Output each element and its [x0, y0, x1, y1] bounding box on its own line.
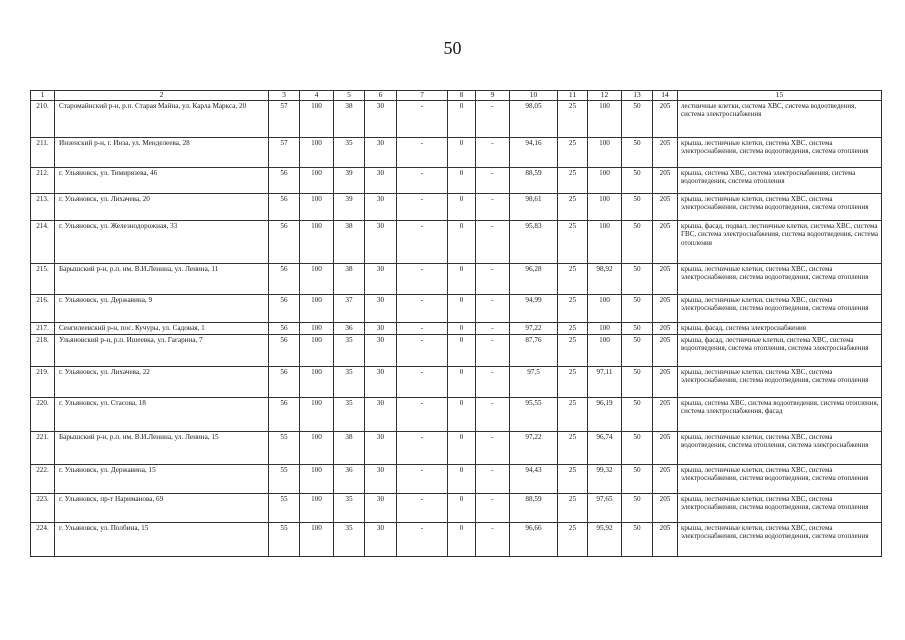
cell-c9: -	[476, 366, 510, 397]
cell-c11: 25	[558, 397, 588, 431]
cell-c5: 38	[334, 264, 365, 295]
cell-addr: г. Ульяновск, ул. Полбина, 15	[55, 522, 269, 556]
cell-c10: 88,59	[510, 493, 558, 522]
cell-c5: 35	[334, 366, 365, 397]
cell-c9: -	[476, 138, 510, 168]
header-cell-12: 12	[588, 91, 622, 101]
cell-c8: 0	[448, 334, 476, 366]
cell-c4: 100	[300, 431, 334, 464]
cell-no: 214.	[31, 221, 55, 264]
header-cell-1: 1	[31, 91, 55, 101]
cell-c9: -	[476, 194, 510, 221]
cell-c3: 56	[269, 221, 300, 264]
cell-c5: 39	[334, 194, 365, 221]
cell-c14: 205	[653, 101, 678, 138]
cell-addr: г. Ульяновск, ул. Железнодорожная, 33	[55, 221, 269, 264]
cell-c3: 55	[269, 522, 300, 556]
cell-c4: 100	[300, 493, 334, 522]
cell-c13: 50	[622, 138, 653, 168]
cell-c4: 100	[300, 397, 334, 431]
cell-c8: 0	[448, 464, 476, 493]
cell-c12: 100	[588, 323, 622, 335]
cell-work: крыша, лестничные клетки, система ХВС, система электроснабжения, система водоотведения, система отопления	[678, 366, 882, 397]
table-row	[31, 264, 882, 295]
page-number: 50	[443, 38, 462, 58]
cell-c7: -	[397, 397, 448, 431]
cell-c8: 0	[448, 138, 476, 168]
cell-c5: 35	[334, 397, 365, 431]
cell-c7: -	[397, 168, 448, 194]
cell-c6: 30	[365, 464, 397, 493]
cell-c5: 38	[334, 101, 365, 138]
table-row	[31, 431, 882, 464]
table-row	[31, 493, 882, 522]
cell-c12: 97,65	[588, 493, 622, 522]
cell-c7: -	[397, 194, 448, 221]
cell-c5: 36	[334, 464, 365, 493]
cell-c8: 0	[448, 168, 476, 194]
cell-c10: 97,22	[510, 323, 558, 335]
cell-c4: 100	[300, 194, 334, 221]
cell-c14: 205	[653, 522, 678, 556]
cell-c3: 56	[269, 334, 300, 366]
cell-c9: -	[476, 295, 510, 323]
cell-c8: 0	[448, 194, 476, 221]
cell-c4: 100	[300, 295, 334, 323]
cell-c7: -	[397, 221, 448, 264]
table-row	[31, 194, 882, 221]
cell-c9: -	[476, 101, 510, 138]
cell-addr: г. Ульяновск, ул. Державина, 15	[55, 464, 269, 493]
cell-c5: 35	[334, 138, 365, 168]
table-row	[31, 334, 882, 366]
cell-c4: 100	[300, 334, 334, 366]
cell-work: крыша, лестничные клетки, система ХВС, система электроснабжения, система водоотведения, система отопления	[678, 264, 882, 295]
cell-c5: 35	[334, 334, 365, 366]
cell-c10: 98,05	[510, 101, 558, 138]
cell-c6: 30	[365, 221, 397, 264]
cell-c13: 50	[622, 334, 653, 366]
cell-c13: 50	[622, 397, 653, 431]
cell-c3: 57	[269, 138, 300, 168]
cell-c14: 205	[653, 431, 678, 464]
cell-c8: 0	[448, 295, 476, 323]
cell-no: 218.	[31, 334, 55, 366]
cell-c14: 205	[653, 366, 678, 397]
cell-c12: 100	[588, 138, 622, 168]
cell-c8: 0	[448, 264, 476, 295]
header-cell-15: 15	[678, 91, 882, 101]
table-row	[31, 221, 882, 264]
cell-c10: 87,76	[510, 334, 558, 366]
cell-c11: 25	[558, 295, 588, 323]
cell-work: крыша, система ХВС, система электроснабжения, система водоотведения, система отопления	[678, 168, 882, 194]
cell-c7: -	[397, 138, 448, 168]
cell-c9: -	[476, 397, 510, 431]
cell-c4: 100	[300, 264, 334, 295]
cell-c5: 35	[334, 493, 365, 522]
cell-c9: -	[476, 323, 510, 335]
cell-c10: 88,59	[510, 168, 558, 194]
cell-c13: 50	[622, 194, 653, 221]
cell-work: крыша, фасад, лестничные клетки, система ХВС, система водоотведения, система отопления, система электроснабжения	[678, 334, 882, 366]
cell-addr: г. Ульяновск, пр-т Нариманова, 69	[55, 493, 269, 522]
cell-c6: 30	[365, 168, 397, 194]
table-row	[31, 397, 882, 431]
cell-work: крыша, система ХВС, система водоотведения, система отопления, система электроснабжения, фасад	[678, 397, 882, 431]
cell-work: крыша, фасад, подвал, лестничные клетки, система ХВС, система ГВС, система электроснабжения, система водоотведения, система отопления	[678, 221, 882, 264]
cell-c9: -	[476, 493, 510, 522]
cell-addr: г. Ульяновск, ул. Стасова, 18	[55, 397, 269, 431]
cell-c13: 50	[622, 464, 653, 493]
cell-addr: Барышский р-н, р.п. им. В.И.Ленина, ул. Ленина, 15	[55, 431, 269, 464]
cell-c14: 205	[653, 264, 678, 295]
cell-c5: 38	[334, 431, 365, 464]
cell-addr: Сенгилеевский р-н, пос. Кучуры, ул. Садовая, 1	[55, 323, 269, 335]
cell-c14: 205	[653, 295, 678, 323]
cell-c8: 0	[448, 323, 476, 335]
cell-c13: 50	[622, 493, 653, 522]
cell-c5: 38	[334, 221, 365, 264]
cell-c4: 100	[300, 366, 334, 397]
cell-c7: -	[397, 295, 448, 323]
header-cell-13: 13	[622, 91, 653, 101]
table-row	[31, 522, 882, 556]
cell-c6: 30	[365, 138, 397, 168]
table-header-row	[31, 91, 882, 101]
cell-c10: 95,55	[510, 397, 558, 431]
cell-c9: -	[476, 431, 510, 464]
cell-c13: 50	[622, 323, 653, 335]
cell-c9: -	[476, 264, 510, 295]
cell-no: 216.	[31, 295, 55, 323]
cell-c4: 100	[300, 522, 334, 556]
header-cell-6: 6	[365, 91, 397, 101]
cell-c13: 50	[622, 431, 653, 464]
cell-c5: 36	[334, 323, 365, 335]
cell-c3: 56	[269, 295, 300, 323]
cell-addr: г. Ульяновск, ул. Тимирязева, 46	[55, 168, 269, 194]
cell-c6: 30	[365, 397, 397, 431]
table-row	[31, 323, 882, 335]
cell-work: лестничные клетки, система ХВС, система водоотведения, система электроснабжения	[678, 101, 882, 138]
cell-c14: 205	[653, 194, 678, 221]
cell-c10: 96,66	[510, 522, 558, 556]
cell-c11: 25	[558, 138, 588, 168]
cell-no: 217.	[31, 323, 55, 335]
table-row	[31, 168, 882, 194]
cell-no: 211.	[31, 138, 55, 168]
cell-c7: -	[397, 431, 448, 464]
header-cell-14: 14	[653, 91, 678, 101]
cell-work: крыша, лестничные клетки, система ХВС, система электроснабжения, система водоотведения, система отопления	[678, 295, 882, 323]
cell-c12: 100	[588, 101, 622, 138]
cell-c14: 205	[653, 221, 678, 264]
cell-c4: 100	[300, 323, 334, 335]
cell-c6: 30	[365, 334, 397, 366]
cell-c10: 98,61	[510, 194, 558, 221]
cell-c13: 50	[622, 522, 653, 556]
cell-addr: Старомайнский р-н, р.п. Старая Майна, ул. Карла Маркса, 20	[55, 101, 269, 138]
cell-c5: 37	[334, 295, 365, 323]
cell-c4: 100	[300, 464, 334, 493]
cell-c14: 205	[653, 334, 678, 366]
cell-c6: 30	[365, 101, 397, 138]
cell-c8: 0	[448, 366, 476, 397]
cell-c5: 39	[334, 168, 365, 194]
cell-work: крыша, фасад, система электроснабжения	[678, 323, 882, 335]
cell-c12: 98,92	[588, 264, 622, 295]
cell-c8: 0	[448, 101, 476, 138]
table-row	[31, 138, 882, 168]
cell-c11: 25	[558, 334, 588, 366]
cell-c8: 0	[448, 431, 476, 464]
cell-c11: 25	[558, 168, 588, 194]
cell-c13: 50	[622, 295, 653, 323]
cell-work: крыша, лестничные клетки, система ХВС, система электроснабжения, система водоотведения, система отопления	[678, 464, 882, 493]
cell-addr: Барышский р-н, р.п. им. В.И.Ленина, ул. Ленина, 11	[55, 264, 269, 295]
cell-c8: 0	[448, 221, 476, 264]
cell-c6: 30	[365, 431, 397, 464]
cell-c8: 0	[448, 397, 476, 431]
cell-c9: -	[476, 522, 510, 556]
cell-c12: 100	[588, 334, 622, 366]
header-cell-9: 9	[476, 91, 510, 101]
cell-c7: -	[397, 101, 448, 138]
cell-c12: 100	[588, 295, 622, 323]
cell-c14: 205	[653, 397, 678, 431]
cell-c10: 94,99	[510, 295, 558, 323]
cell-no: 219.	[31, 366, 55, 397]
header-cell-2: 2	[55, 91, 269, 101]
cell-c7: -	[397, 464, 448, 493]
cell-c3: 56	[269, 366, 300, 397]
cell-c3: 56	[269, 397, 300, 431]
cell-c3: 55	[269, 493, 300, 522]
cell-addr: г. Ульяновск, ул. Лихачева, 20	[55, 194, 269, 221]
cell-c12: 100	[588, 194, 622, 221]
cell-c12: 100	[588, 168, 622, 194]
cell-c3: 55	[269, 464, 300, 493]
cell-c4: 100	[300, 221, 334, 264]
cell-c11: 25	[558, 194, 588, 221]
cell-c9: -	[476, 168, 510, 194]
cell-c12: 96,19	[588, 397, 622, 431]
cell-c3: 57	[269, 101, 300, 138]
cell-c7: -	[397, 493, 448, 522]
cell-c6: 30	[365, 264, 397, 295]
cell-c11: 25	[558, 264, 588, 295]
cell-c10: 96,28	[510, 264, 558, 295]
cell-c6: 30	[365, 522, 397, 556]
cell-c3: 55	[269, 431, 300, 464]
header-cell-11: 11	[558, 91, 588, 101]
cell-c6: 30	[365, 295, 397, 323]
cell-no: 222.	[31, 464, 55, 493]
cell-c14: 205	[653, 493, 678, 522]
cell-no: 215.	[31, 264, 55, 295]
cell-c10: 97,5	[510, 366, 558, 397]
table-body	[31, 101, 882, 557]
cell-c8: 0	[448, 493, 476, 522]
cell-no: 223.	[31, 493, 55, 522]
cell-c14: 205	[653, 323, 678, 335]
header-cell-5: 5	[334, 91, 365, 101]
cell-c4: 100	[300, 168, 334, 194]
cell-c4: 100	[300, 138, 334, 168]
cell-c13: 50	[622, 221, 653, 264]
cell-c5: 35	[334, 522, 365, 556]
cell-c9: -	[476, 464, 510, 493]
cell-c13: 50	[622, 101, 653, 138]
cell-work: крыша, лестничные клетки, система ХВС, система электроснабжения, система водоотведения, система отопления	[678, 522, 882, 556]
cell-addr: г. Ульяновск, ул. Лихачева, 22	[55, 366, 269, 397]
cell-addr: г. Ульяновск, ул. Державина, 9	[55, 295, 269, 323]
cell-c14: 205	[653, 168, 678, 194]
cell-c10: 94,43	[510, 464, 558, 493]
table-row	[31, 464, 882, 493]
cell-c11: 25	[558, 464, 588, 493]
cell-c14: 205	[653, 464, 678, 493]
table-row	[31, 295, 882, 323]
cell-c9: -	[476, 221, 510, 264]
header-cell-7: 7	[397, 91, 448, 101]
table-row	[31, 101, 882, 138]
cell-c9: -	[476, 334, 510, 366]
cell-c12: 97,11	[588, 366, 622, 397]
cell-c7: -	[397, 334, 448, 366]
cell-c3: 56	[269, 264, 300, 295]
cell-c7: -	[397, 264, 448, 295]
header-cell-3: 3	[269, 91, 300, 101]
cell-work: крыша, лестничные клетки, система ХВС, система водоотведения, система отопления, система электроснабжения	[678, 431, 882, 464]
cell-c12: 96,74	[588, 431, 622, 464]
table-row	[31, 366, 882, 397]
cell-work: крыша, лестничные клетки, система ХВС, система электроснабжения, система водоотведения, система отопления	[678, 493, 882, 522]
cell-no: 220.	[31, 397, 55, 431]
cell-c11: 25	[558, 431, 588, 464]
cell-c12: 95,92	[588, 522, 622, 556]
cell-c11: 25	[558, 101, 588, 138]
cell-c11: 25	[558, 493, 588, 522]
cell-work: крыша, лестничные клетки, система ХВС, система электроснабжения, система водоотведения, система отопления	[678, 138, 882, 168]
cell-no: 224.	[31, 522, 55, 556]
cell-addr: Ульяновский р-н, р.п. Ишеевка, ул. Гагарина, 7	[55, 334, 269, 366]
cell-c6: 30	[365, 493, 397, 522]
cell-c12: 99,32	[588, 464, 622, 493]
header-cell-10: 10	[510, 91, 558, 101]
cell-no: 212.	[31, 168, 55, 194]
repair-table	[30, 90, 881, 557]
header-cell-8: 8	[448, 91, 476, 101]
cell-c11: 25	[558, 522, 588, 556]
cell-c6: 30	[365, 323, 397, 335]
cell-c10: 94,16	[510, 138, 558, 168]
cell-c13: 50	[622, 264, 653, 295]
cell-c10: 97,22	[510, 431, 558, 464]
cell-c6: 30	[365, 194, 397, 221]
cell-c7: -	[397, 323, 448, 335]
cell-c12: 100	[588, 221, 622, 264]
cell-c11: 25	[558, 366, 588, 397]
cell-addr: Инзенский р-н, г. Инза, ул. Менделеева, 28	[55, 138, 269, 168]
cell-no: 210.	[31, 101, 55, 138]
cell-c3: 56	[269, 168, 300, 194]
cell-c3: 56	[269, 194, 300, 221]
cell-c13: 50	[622, 168, 653, 194]
cell-c3: 56	[269, 323, 300, 335]
cell-c4: 100	[300, 101, 334, 138]
cell-no: 221.	[31, 431, 55, 464]
cell-c7: -	[397, 366, 448, 397]
cell-c6: 30	[365, 366, 397, 397]
cell-c11: 25	[558, 221, 588, 264]
cell-c11: 25	[558, 323, 588, 335]
cell-c8: 0	[448, 522, 476, 556]
cell-no: 213.	[31, 194, 55, 221]
cell-c14: 205	[653, 138, 678, 168]
header-cell-4: 4	[300, 91, 334, 101]
cell-c10: 95,83	[510, 221, 558, 264]
cell-work: крыша, лестничные клетки, система ХВС, система электроснабжения, система водоотведения, система отопления	[678, 194, 882, 221]
cell-c7: -	[397, 522, 448, 556]
cell-c13: 50	[622, 366, 653, 397]
